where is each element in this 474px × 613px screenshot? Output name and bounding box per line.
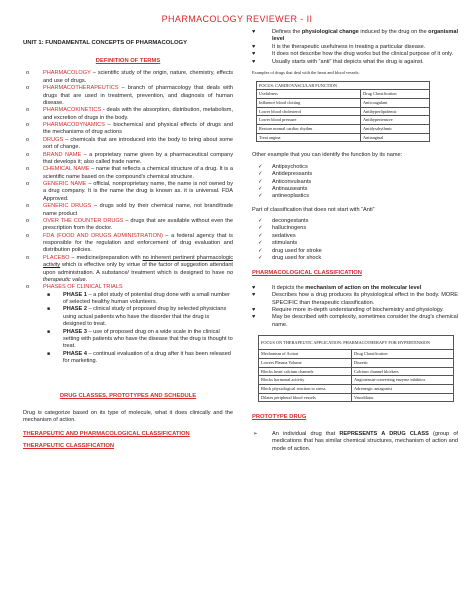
table2-row [259,376,454,385]
therapeutic-pharm-heading: THERAPEUTIC AND PHARMACOLOGICAL CLASSIFICATION [23,430,190,437]
phase-desc: – clinical study of proposed drug by selected physicians using actual patients who have the disorder that the drug is designed to treat. [63,306,227,328]
table2-cell: Calcium channel blockers [352,367,454,376]
phase-name: PHASE 2 [63,306,87,313]
checkmark-bullet-icon: ✓ [258,218,263,225]
heart-bullet-icon: ♥ [252,284,256,291]
circle-bullet-icon: o [26,181,30,188]
non-anti-item [252,225,458,232]
table2-cell: Block physiological reaction to stress [259,384,352,393]
term-name: PHARMACODYNAMICS [43,122,105,129]
checkmark-bullet-icon: ✓ [258,163,263,170]
unit-heading: UNIT 1: FUNDAMENTAL CONCEPTS OF PHARMACOLOGY [23,40,188,46]
defines-text: It does not describe how the drug works but the clinical purpose of it only. [272,51,454,58]
circle-bullet-icon: o [26,217,30,224]
table1-row [257,133,430,142]
term-def-underlined: no inherent pertinent pharmacologic activity [43,254,234,269]
defines-bold: organismal level [272,29,458,43]
defines-text: Defines the [272,29,302,35]
table1-row [257,107,430,116]
pharm-point-bold: mechanism of action on the molecular level [305,284,422,291]
circle-bullet-icon: o [26,70,30,77]
pharm-class-heading: PHARMACOLOGICAL CLASSIFICATION [252,270,362,277]
table2-row [259,350,454,359]
cardiovascular-table [256,81,430,143]
circle-bullet-icon: o [26,85,30,92]
table2-cell: Angiotensin-converting enzyme inhibitor [352,376,454,385]
table1-caption: Examples of drugs that deal with the heart and blood vessels: [252,69,360,75]
heart-bullet-icon: ♥ [252,29,256,35]
square-bullet-icon: ■ [47,291,51,298]
term-item [23,181,233,203]
phase-desc: – a pilot study of potential drug done with a small number of selected healthy human volunteers. [63,291,230,306]
term-def: which is effective only by virtue of the factor of suggestion attendant upon administration. A substance/ treatment which is designed to have [43,262,233,276]
table2-cell: Lowers Plasma Volume [259,358,352,367]
table2-row [259,367,454,376]
term-name: PLACEBO [43,254,70,261]
term-name: PHARMACOLOGY [43,70,91,77]
terms-list [23,70,233,254]
defines-text: Usually starts with “anti” that depicts what the drug is against. [272,58,424,65]
term-item [23,218,233,233]
pharm-point-text: Require more in-depth understanding of biochemistry and physiology. [272,307,444,314]
term-name: FDA (FOOD AND DRUGS ADMINISTRATION) [43,232,163,239]
non-anti-item [252,240,458,247]
heart-bullet-icon: ♥ [252,58,256,65]
table1-cell: Influence blood clotting [257,99,361,108]
table1-cell: Treat angina [257,133,361,142]
anti-label: antineoplastics [272,193,310,200]
non-anti-label: drug used for stroke [272,247,322,254]
table2-row [259,384,454,393]
term-item [23,137,233,152]
definition-heading: DEFINITION OF TERMS [95,57,161,64]
term-item-placebo [23,255,233,285]
other-example-text: Other example that you can identify the function by its name: [252,152,403,159]
circle-bullet-icon: o [26,166,30,173]
table2-cell: Mechanism of Action [259,350,352,359]
phases-list [23,292,233,366]
term-def: . [85,276,88,283]
term-def: – branch of pharmacology that deals with drugs that are used in treatment, prevention, and diagnosis of human disease. [43,85,233,106]
pharm-point-text: It depicts the [272,284,306,291]
defines-text: It is the therapeutic usefulness in treating a particular disease. [272,43,426,50]
anti-list [252,164,458,201]
checkmark-bullet-icon: ✓ [258,193,263,200]
term-def: – biochemical and physical effects of drugs and the mechanisms of drug actions [43,122,233,136]
defines-bold: physiological change [301,29,359,35]
checkmark-bullet-icon: ✓ [258,225,263,232]
term-def: - deals with the absorption, distribution, metabolism, and excretion of drugs in the body. [43,107,233,121]
anti-label: Antidepressants [272,171,313,178]
term-item [23,203,233,218]
anti-label: Anticonvulsants [272,178,312,185]
heart-bullet-icon: ♥ [252,307,256,314]
term-def-italic: no therapeutic value [43,269,233,283]
anti-label: Antipsychotics [272,163,308,170]
term-def: – medicine/preparation with [69,254,143,261]
circle-bullet-icon: o [26,232,30,239]
defines-item [252,51,458,58]
checkmark-bullet-icon: ✓ [258,171,263,178]
term-name: BRAND NAME [43,151,82,158]
term-item [23,107,233,122]
term-def: – a federal agency that is responsible for the regulation and enforcement of drug evaluation and distribution policies. [43,232,233,254]
phase-name: PHASE 3 [63,328,87,335]
term-name: PHARMACOTHERAPEUTICS [43,85,119,92]
circle-bullet-icon: o [26,122,30,129]
table1-cell: Restore normal cardiac rhythm [257,125,361,134]
non-anti-item [252,233,458,240]
term-item [23,233,233,255]
term-name: GENERIC DRUGS [43,203,92,210]
term-item [23,122,233,137]
pharm-point-item [252,314,458,329]
term-name: PHARMACOKINETICS [43,107,102,114]
circle-bullet-icon: o [26,203,30,210]
non-anti-label: decongestants [272,218,309,225]
phase-item [23,306,233,328]
non-anti-list [252,218,458,262]
heart-bullet-icon: ♥ [252,43,256,50]
non-anti-item [252,248,458,255]
term-name: OVER THE COUNTER DRUGS [43,217,124,224]
term-def: – drugs that are available without even the prescription from the doctor. [43,217,233,232]
anti-item [252,179,458,186]
phases-label: PHASES OF CLINICAL TRIALS [43,284,123,291]
prototype-text-bold: REPRESENTS A DRUG CLASS [339,430,429,437]
term-def: – name that reflects a chemical structure of a drug. It is a scientific name based on the compound's chemical structure. [43,166,233,180]
table2-cell: Blocks hormonal activity [259,376,352,385]
square-bullet-icon: ■ [47,306,51,313]
right-column [252,29,458,453]
circle-bullet-icon: o [26,254,30,261]
term-name: GENERIC NAME [43,181,87,188]
table2-cell: Drug Classification [352,350,454,359]
table2-row [259,358,454,367]
anti-label: Antinauseants [272,185,308,192]
phase-item [23,329,233,351]
anti-item [252,193,458,200]
term-name: CHEMICAL NAME [43,166,90,173]
term-def: – scientific study of the origin, nature, chemistry, effects and use of drugs. [43,70,233,84]
term-name: DRUGS [43,136,64,143]
arrow-bullet-icon: ➢ [253,430,258,437]
table1-row [257,116,430,125]
term-def: – a proprietary name given by a pharmaceutical company that develops it; also called trade name. [43,151,233,165]
table1-cell: Usefulness [257,90,361,99]
non-anti-label: drug used for shock [272,254,322,261]
term-def: – drugs sold by their chemical name, not brand/trade name product [43,203,233,217]
checkmark-bullet-icon: ✓ [258,185,263,192]
hypertension-table [258,335,454,402]
checkmark-bullet-icon: ✓ [258,178,263,185]
term-item [23,85,233,107]
table2-header: FOCUS ON THERAPEUTIC APPLICATION: PHARMACOTHERAPY FOR HYPERTENSION [259,336,454,350]
table2-cell: Dilates peripheral blood vessels [259,393,352,402]
prototype-text: (group of medications that has similar chemical structures, mechanism of action and mode of action. [272,430,458,452]
term-def: – official, nonproprietary name, the name is not owned by a drug company. It is the name the drug is known as. it is universal. FDA Approved. [43,181,233,202]
pharm-point-text: May be described with complexity, sometimes consider the drug's chemical name. [272,314,458,328]
classes-text: Drug is categorize based on its type of molecule, what it does clinically and the mechanism of action. [23,410,233,424]
table1-row [257,99,430,108]
table1-cell: Antidysrhythmic [361,125,430,134]
prototype-item [252,431,458,453]
circle-bullet-icon: o [26,151,30,158]
page-title: PHARMACOLOGY REVIEWER - II [161,14,313,24]
therapeutic-heading: THERAPEUTIC CLASSIFICATION [23,443,115,450]
defines-text: induced by the drug on the [358,29,429,35]
square-bullet-icon: ■ [47,328,51,335]
phase-item [23,351,233,366]
defines-item [252,44,458,51]
table1-row [257,90,430,99]
phase-name: PHASE 4 [63,350,87,357]
table2-cell: Blocks heart calcium channels [259,367,352,376]
defines-item [252,59,458,66]
phases-label-item [23,284,233,291]
table1-cell: Lower blood cholesterol [257,107,361,116]
term-item [23,166,233,181]
table1-cell: Drug Classification [361,90,430,99]
anti-item [252,171,458,178]
phase-item [23,292,233,307]
circle-bullet-icon: o [26,107,30,114]
non-anti-item [252,218,458,225]
table2-row [259,393,454,402]
table1-cell: Antihypertensive [361,116,430,125]
table1-cell: Antianginal [361,133,430,142]
checkmark-bullet-icon: ✓ [258,240,263,247]
checkmark-bullet-icon: ✓ [258,232,263,239]
heart-bullet-icon: ♥ [252,51,256,58]
prototype-text: An individual drug that [272,430,340,437]
non-anti-label: stimulants [272,240,298,247]
term-def: – chemicals that are introduced into the body to bring about some sort of change. [43,136,233,151]
table1-cell: Lower blood pressure [257,116,361,125]
anti-item [252,186,458,193]
non-anti-item [252,255,458,262]
table2-cell: Vasodilator [352,393,454,402]
classes-heading: DRUG CLASSES, PROTOTYPES AND SCHEDULE [59,393,197,400]
term-item [23,152,233,167]
table1-row [257,125,430,134]
pharm-point-item [252,285,458,292]
term-item [23,70,233,85]
circle-bullet-icon: o [26,284,30,291]
prototype-heading: PROTOTYPE DRUG [252,414,307,421]
pharm-point-item [252,307,458,314]
table1-header: FOCUS: CARDIOVASCULAR FUNCTION [257,81,430,90]
pharm-point-text: Describes how a drug produces its physiological effect in the body. MORE SPECIFIC than therapeutic classification. [272,292,458,306]
phase-name: PHASE 1 [63,291,87,298]
anti-item [252,164,458,171]
defines-item [252,29,458,44]
checkmark-bullet-icon: ✓ [258,254,263,261]
heart-bullet-icon: ♥ [252,292,256,299]
pharm-point-item [252,292,458,307]
non-anti-label: Part of classification that does not start with “Anti” [252,206,375,213]
pharm-points-list [252,285,458,329]
circle-bullet-icon: o [26,136,30,143]
phase-desc: – continual evaluation of a drug after it has been released for marketing. [63,350,231,365]
non-anti-label: hallucinogens [272,225,307,232]
table1-cell: Anticoagulant [361,99,430,108]
checkmark-bullet-icon: ✓ [258,247,263,254]
left-column [23,40,233,456]
table2-cell: Diuretic [352,358,454,367]
non-anti-label: sedatives [272,232,296,239]
square-bullet-icon: ■ [47,350,51,357]
table1-cell: Antihyperlipidemic [361,107,430,116]
table2-cell: Adrenergic antagonist [352,384,454,393]
phase-desc: – use of proposed drug on a wide scale in the clinical setting with patients who have the disease that the drug is thought to treat. [63,328,233,350]
heart-bullet-icon: ♥ [252,314,256,321]
defines-list [252,29,458,66]
